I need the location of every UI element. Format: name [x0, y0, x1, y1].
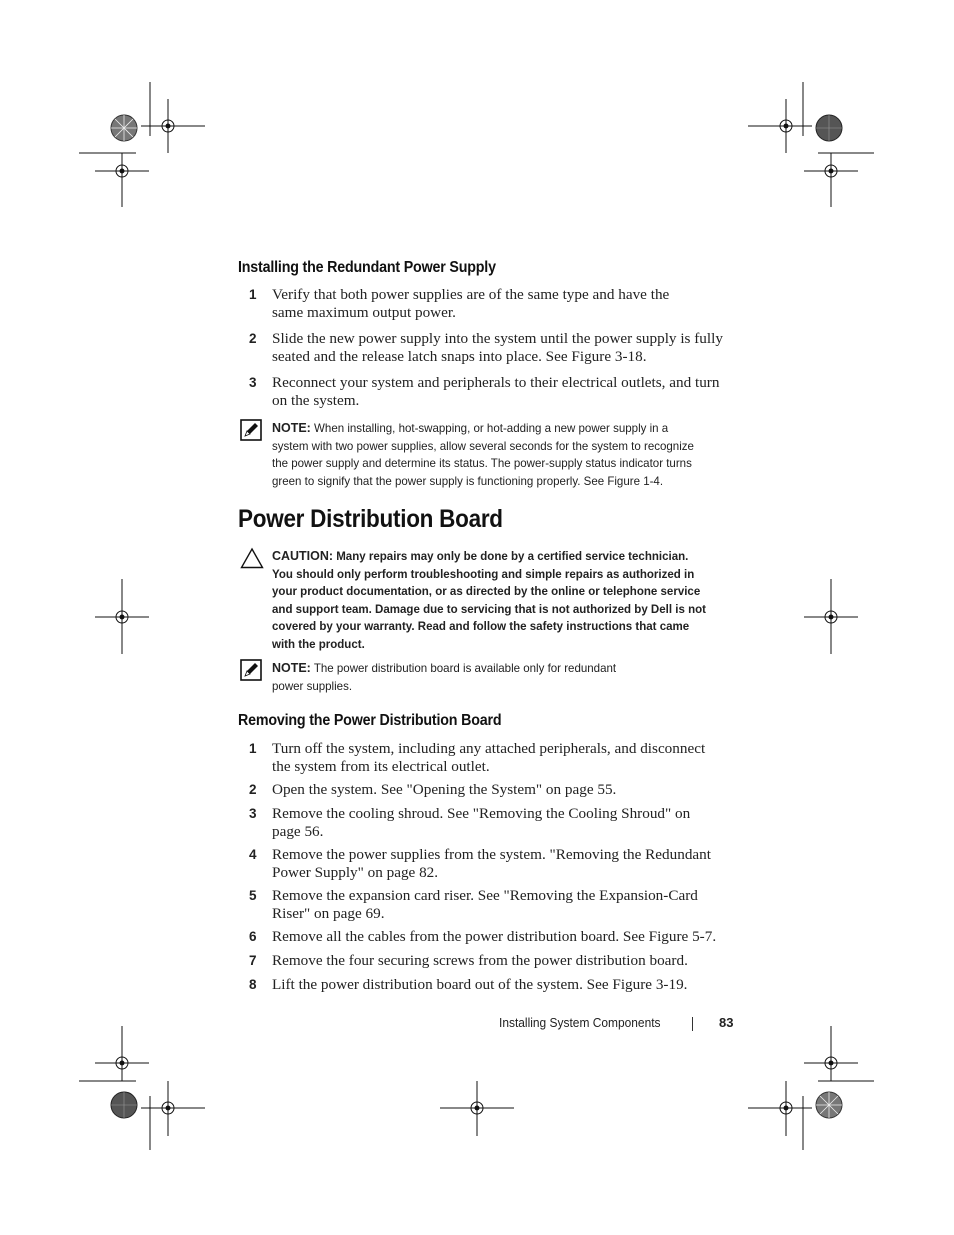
list-item: 1 Turn off the system, including any attached peripherals, and disconnect the system from its electrical outlet. — [249, 740, 706, 775]
section-heading-removing-pdb: Removing the Power Distribution Board — [238, 712, 502, 729]
page-number: 83 — [719, 1015, 734, 1030]
list-item: 8 Lift the power distribution board out of the system. See Figure 3-19. — [249, 976, 688, 993]
list-item: 6 Remove all the cables from the power distribution board. See Figure 5-7. — [249, 928, 717, 945]
list-item: 3 Reconnect your system and peripherals to their electrical outlets, and turn on the system. — [249, 374, 720, 409]
pencil-note-icon — [240, 419, 262, 441]
note-hot-swap: NOTE: When installing, hot-swapping, or hot-adding a new power supply in a system with two power supplies, allow several seconds for the system to recognize the power supply and determine its status. The power-supply status indicator turns green to signify that the power supply is functioning properly. See Figure 1-4. — [238, 419, 738, 490]
list-item: 2 Slide the new power supply into the system until the power supply is fully seated and the release latch snaps into place. See Figure 3-18. — [249, 330, 723, 365]
caution-triangle-icon — [240, 547, 264, 569]
list-item: 4 Remove the power supplies from the system. "Removing the Redundant Power Supply" on page 82. — [249, 846, 711, 881]
list-item: 1 Verify that both power supplies are of the same type and have the same maximum output power. — [249, 286, 670, 321]
footer-chapter-title: Installing System Components — [499, 1015, 661, 1030]
list-item: 7 Remove the four securing screws from the power distribution board. — [249, 952, 688, 969]
footer-divider — [692, 1017, 693, 1031]
list-item: 2 Open the system. See "Opening the System" on page 55. — [249, 781, 617, 798]
list-item: 3 Remove the cooling shroud. See "Removing the Cooling Shroud" on page 56. — [249, 805, 691, 840]
pencil-note-icon — [240, 659, 262, 681]
caution-service-technician: CAUTION: Many repairs may only be done by a certified service technician. You should only perform troubleshooting and simple repairs as authorized in your product documentation, or as directed by the online or telephone service and support team. Damage due to servicing that is not authorized by Dell is not covered by your warranty. Read and follow the safety instructions that came with the product. — [238, 547, 738, 653]
section-heading-installing-psu: Installing the Redundant Power Supply — [238, 259, 496, 276]
page-title-power-distribution-board: Power Distribution Board — [238, 505, 503, 533]
list-item: 5 Remove the expansion card riser. See "Removing the Expansion-Card Riser" on page 69. — [249, 887, 698, 922]
install-steps-list — [238, 286, 738, 410]
note-redundant-only: NOTE: The power distribution board is available only for redundant power supplies. — [238, 659, 738, 695]
removal-steps-list — [238, 740, 738, 994]
